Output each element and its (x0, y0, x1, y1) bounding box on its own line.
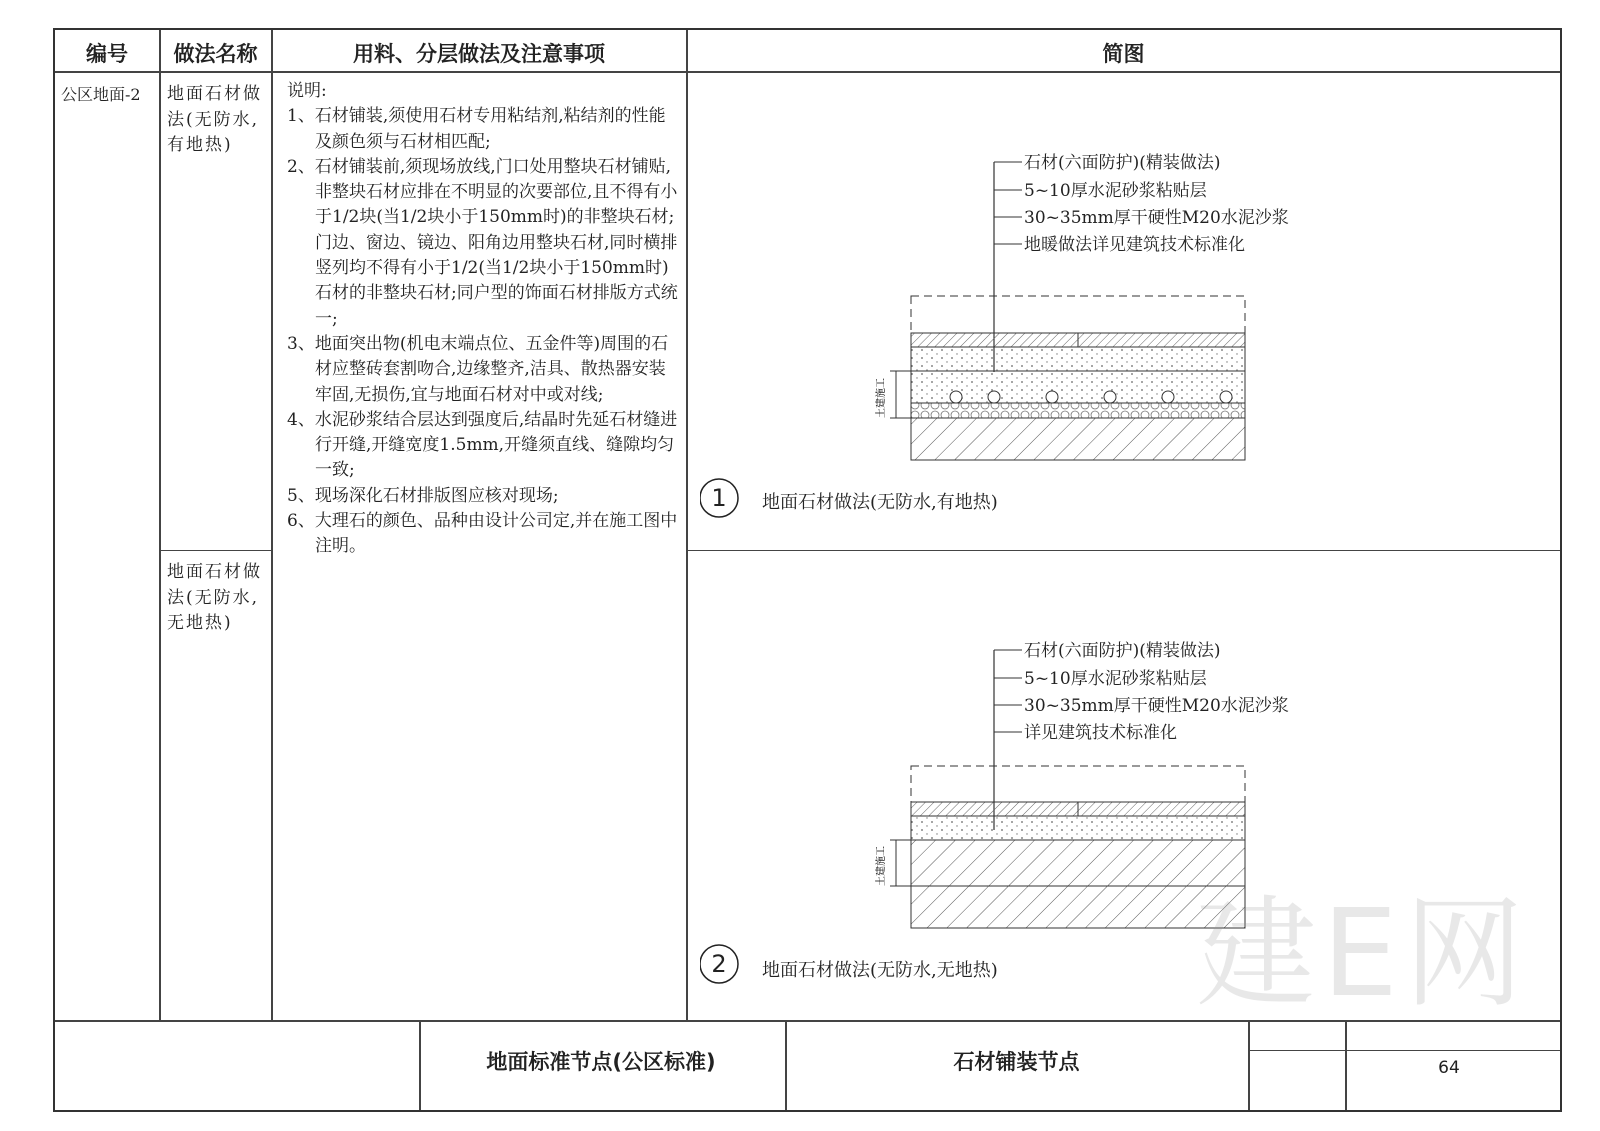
detail-number: 1 (711, 484, 727, 512)
footer-title-right: 石材铺装节点 (953, 1050, 1080, 1074)
note-item: 6、大理石的颜色、品种由设计公司定,并在施工图中注明。 (287, 511, 678, 557)
note-item: 2、石材铺装前,须现场放线,门口处用整块石材铺贴,非整块石材应排在不明显的次要部位,且不得有小于1/2块(当1/2块小于150mm时)的非整块石材;门边、窗边、镜边、阳角边用整块石材,同时横排竖列均不得有小于1/2(当1/2块小于150mm时)石材的非整块石材;同户型的饰面石材排版方式统一; (287, 156, 678, 329)
layer-label: 地暖做法详见建筑技术标准化 (1024, 235, 1245, 255)
method-row-divider (159, 550, 272, 551)
note-item: 3、地面突出物(机电末端点位、五金件等)周围的石材应整砖套割吻合,边缘整齐,洁具、散热器安装牢固,无损伤,宜与地面石材对中或对线; (287, 333, 669, 405)
floor-section-diagram-1 (700, 140, 1560, 540)
note-item: 5、现场深化石材排版图应核对现场; (287, 485, 559, 506)
layer-label: 30~35mm厚干硬性M20水泥沙浆 (1024, 696, 1289, 716)
note-item: 4、水泥砂浆结合层达到强度后,结晶时先延石材缝进行开缝,开缝宽度1.5mm,开缝须直线、缝隙均匀一致; (287, 409, 678, 481)
header-divider (55, 71, 1560, 73)
diagram-caption: 地面石材做法(无防水,无地热) (762, 960, 998, 981)
header-code: 编号 (86, 42, 128, 66)
side-label: 土建施工 (876, 378, 887, 418)
layer-label: 5~10厚水泥砂浆粘贴层 (1024, 669, 1207, 689)
detail-number: 2 (711, 950, 727, 978)
notes-block (287, 79, 682, 560)
layer-label: 石材(六面防护)(精装做法) (1024, 153, 1221, 173)
col-divider-1 (159, 30, 161, 1022)
diagram-row-divider (686, 550, 1560, 551)
row-code: 公区地面-2 (61, 85, 141, 104)
footer-title-left: 地面标准节点(公区标准) (486, 1050, 716, 1074)
col-divider-3 (686, 30, 688, 1022)
layer-label: 30~35mm厚干硬性M20水泥沙浆 (1024, 208, 1289, 228)
diagram-caption: 地面石材做法(无防水,有地热) (762, 492, 998, 513)
header-materials: 用料、分层做法及注意事项 (353, 42, 605, 66)
method-name-2: 地面石材做法(无防水,无地热) (167, 562, 262, 633)
footer-sub-divider (1248, 1050, 1560, 1051)
method-name-1: 地面石材做法(无防水,有地热) (167, 84, 262, 155)
header-diagram: 简图 (1102, 42, 1145, 66)
watermark-logo: 建E网 (1196, 885, 1530, 1024)
layer-label: 石材(六面防护)(精装做法) (1024, 641, 1221, 661)
layer-label: 5~10厚水泥砂浆粘贴层 (1024, 181, 1207, 201)
note-item: 1、石材铺装,须使用石材专用粘结剂,粘结剂的性能及颜色须与石材相匹配; (287, 106, 666, 152)
col-divider-2 (271, 30, 273, 1022)
layer-label: 详见建筑技术标准化 (1024, 723, 1177, 743)
footer-col-3 (1248, 1020, 1250, 1110)
page-number: 64 (1438, 1058, 1460, 1078)
side-label: 土建施工 (876, 846, 887, 886)
notes-title: 说明: (287, 81, 327, 101)
header-method-name: 做法名称 (173, 42, 258, 66)
